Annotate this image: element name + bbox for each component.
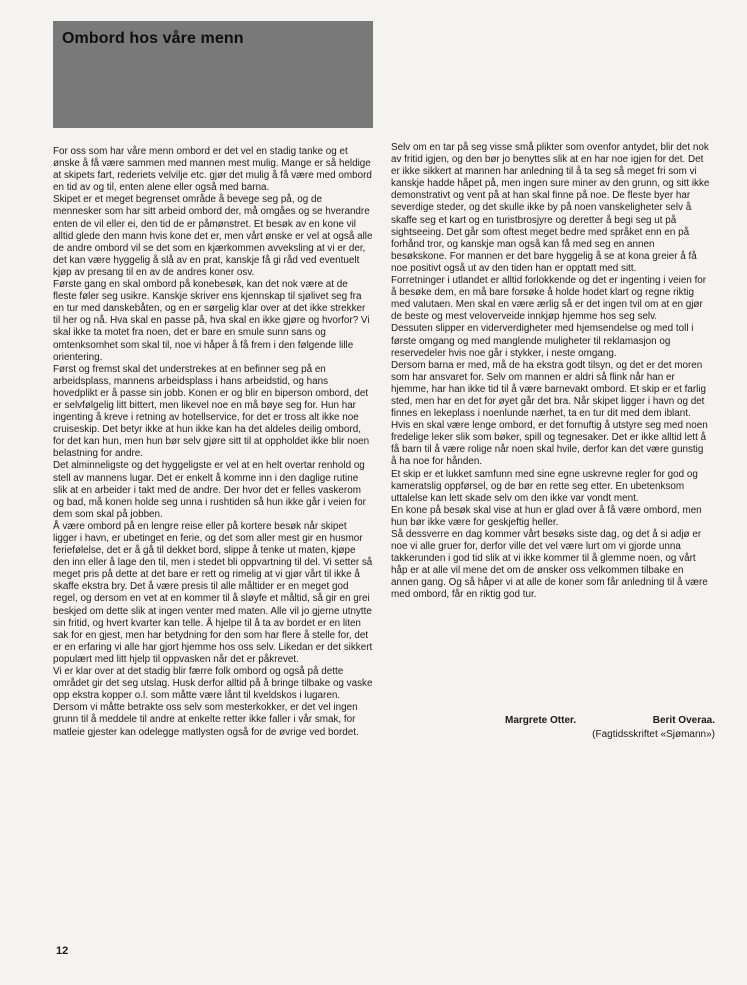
paragraph: Først og fremst skal det understrekes at en befinner seg på en arbeidsplass, mannens arbeidsplass i hans arbeidstid, og hans hovedplikt er å passe sin jobb. Konen er og blir en biperson ombord, det er selvfølgelig litt bittert, men likevel noe en må bøye seg for. Hun har ingenting å kreve i retning av hotellservice, for det er tross alt ikke noe cruiseskip. Det betyr ikke at hun ikke kan ha det aldeles deilig ombord, for det kan hun, men hun bør selv gjøre sitt til at oppholdet ikke blir noen belastning for andre. <box>53 363 370 460</box>
paragraph: Skipet er et meget begrenset område å bevege seg på, og de mennesker som har sitt arbeid ombord der, må omgåes og se hverandre enten de vil eller ei, den tid de er påmønstret. Et besøk av en kone vil alltid glede den mann hvis kone det er, men vårt ønske er vel at også alle de andre ombord vil se det som en kjærkommen avveksling at vi er der, det kan være hyggelig å slå av en prat, kanskje få gi råd ved eventuelt kjøp av presang til en av de andres koner osv. <box>53 194 373 278</box>
signatures <box>505 714 715 741</box>
title-box <box>53 21 373 128</box>
article-title: Ombord hos våre menn <box>62 30 244 47</box>
page-number: 12 <box>56 945 69 957</box>
paragraph: Det alminneligste og det hyggeligste er vel at en helt overtar renhold og stell av mannens lugar. Det er enkelt å komme inn i den daglige rutine slik at en arbeider i takt med de andre. Der hvor det er felles vaskerom og bad, må konen holde seg unna i rushtiden så hun ikke går i veien for dem som skal på jobben. <box>53 460 366 520</box>
paragraph: Dersom barna er med, må de ha ekstra godt tilsyn, og det er det moren som har ansvaret for. Selv om mannen er aldri så flink når han er hjemme, har han ikke tid til å være barnevakt ombord. Et skip er et farlig sted, men har en det for øyet går det bra. Når skipet ligger i havn og det finnes en lekeplass i noenlunde nærhet, ta en tur dit med dem iblant. Hvis en skal være lenge ombord, er det fornuftig å utstyre seg med noen fredelige leker slik som bøker, spill og tegnesaker. Det er ikke alltid lett å få barn til å være rolige når noen skal hvile, derfor kan det være gunstig å ha noe for hånden. <box>391 359 708 468</box>
author-name: Margrete Otter. <box>505 715 577 726</box>
paragraph: Dessuten slipper en viderverdigheter med hjemsendelse og med toll i første omgang og med manglende muligheter til reklamasjon og reservedeler hvis noe går i stykker, i neste omgang. <box>391 323 694 359</box>
paragraph: Vi er klar over at det stadig blir færre folk ombord og også på dette området gir det seg utslag. Husk derfor alltid på å bringe tilbake og vaske opp ekstra kopper o.l. som måtte være lånt til kveldskos i lugaren. Dersom vi måtte betrakte oss selv som mesterkokker, er det vel ingen grunn til å meddele til andre at enkelte retter ikke faller i vår smak, for matleie gjester kan odelegge matlysten også for de øvrige ved bordet. <box>53 666 373 738</box>
source-citation: (Fagtidsskriftet «Sjømann») <box>592 729 715 740</box>
paragraph: Å være ombord på en lengre reise eller på kortere besøk når skipet ligger i havn, er ubetinget en ferie, og det som aller mest gir en husmor feriefølelse, det er å gå til dekket bord, slippe å tenke ut maten, kjøpe den inn eller å lage den til, men i stedet bli oppvartning til del. Vi setter så meget pris på dette at det bare er rett og rimelig at vi gjør vårt til ikke å skaffe ekstra bry. Det å være presis til alle måltider er en meget god regel, og dersom en vet at en kommer til å sløyfe et måltid, så gir en grei beskjed om dette slik at ingen venter med maten. Alle vil jo gjerne utnytte sin fritid, og hvert kvarter kan telle. Å hjelpe til å ta av bordet er en liten sak for en gjest, men har betydning for den som har flere å stelle for, det er en erfaring vi alle har gjort hjemme hos oss selv. Likedan er det sikkert populært med litt hjelp til oppvasken når det er påkrevet. <box>53 520 373 665</box>
paragraph: En kone på besøk skal vise at hun er glad over å få være ombord, men hun bør ikke være for geskjeftig heller. <box>391 504 702 528</box>
right-column <box>391 142 711 602</box>
paragraph: Så dessverre en dag kommer vårt besøks siste dag, og det å si adjø er noe vi alle gruer for, derfor ville det vel være lurt om vi gjorde unna takkerunden i god tid slik at vi ikke kommer til å glemme noen, og vårt håp er at alle vil mene det om de ønsker oss velkommen tilbake en annen gang. Og så håper vi at alle de koner som får anledning til å være med ombord, får en riktig god tur. <box>391 529 708 601</box>
left-column <box>53 146 373 739</box>
paragraph: Selv om en tar på seg visse små plikter som ovenfor antydet, blir det nok av fritid igjen, og den bør jo benyttes slik at en har noe igjen for det. Det er ikke sikkert at mannen har anledning til å ta seg så meget fri som vi kanskje hadde håpet på, men ingen sure miner av den grunn, og sitt ikke demonstrativt og vent på at han skal finne på noe. De fleste byer har severdige steder, og det skulle ikke by på noen vanskeligheter selv å skaffe seg et kart og en turistbrosjyre og deretter å begi seg ut på sightseeing. Det går som oftest meget bedre med språket enn en på forhånd tror, og kanskje man også kan få med seg en annen besøkskone. For mannen er det bare hyggelig å se at kona greier å få noe positivt også ut av den tiden han er opptatt med sitt. <box>391 142 710 274</box>
paragraph: Forretninger i utlandet er alltid forlokkende og det er ingenting i veien for å besøke dem, en må bare forsøke å holde hodet klart og regne riktig med valutaen. Men skal en være ærlig så er det ingen tvil om at en gjør de beste og mest veloverveide innkjøp hjemme hos seg selv. <box>391 275 707 323</box>
author-names <box>505 714 715 727</box>
paragraph: For oss som har våre menn ombord er det vel en stadig tanke og et ønske å få være sammen med mannen mest mulig. Mange er så heldige at skipets fart, rederiets velvilje etc. gjør det mulig å få være med ombord en tid av og til, enten alene eller også med barna. <box>53 146 372 194</box>
author-name: Berit Overaa. <box>652 715 715 726</box>
paragraph: Et skip er et lukket samfunn med sine egne uskrevne regler for god og kameratslig oppførsel, og de bør en rette seg etter. En ubetenksom uttalelse kan lett skade selv om den ikke var vondt ment. <box>391 468 698 504</box>
paragraph: Første gang en skal ombord på konebesøk, kan det nok være at de fleste føler seg usikre. Kanskje skriver ens kjennskap til sjølivet seg fra en tur med danskebåten, og en er sørgelig klar over at det ikke strekker til her og nå. Hva skal en passe på, hva skal en ikke gjøre og hvorfor? Vi skal ikke ta motet fra noen, det er bare en smule sunn sans og omtenksomhet som skal til, noe vi håper å få frem i den følgende lille orientering. <box>53 279 370 363</box>
